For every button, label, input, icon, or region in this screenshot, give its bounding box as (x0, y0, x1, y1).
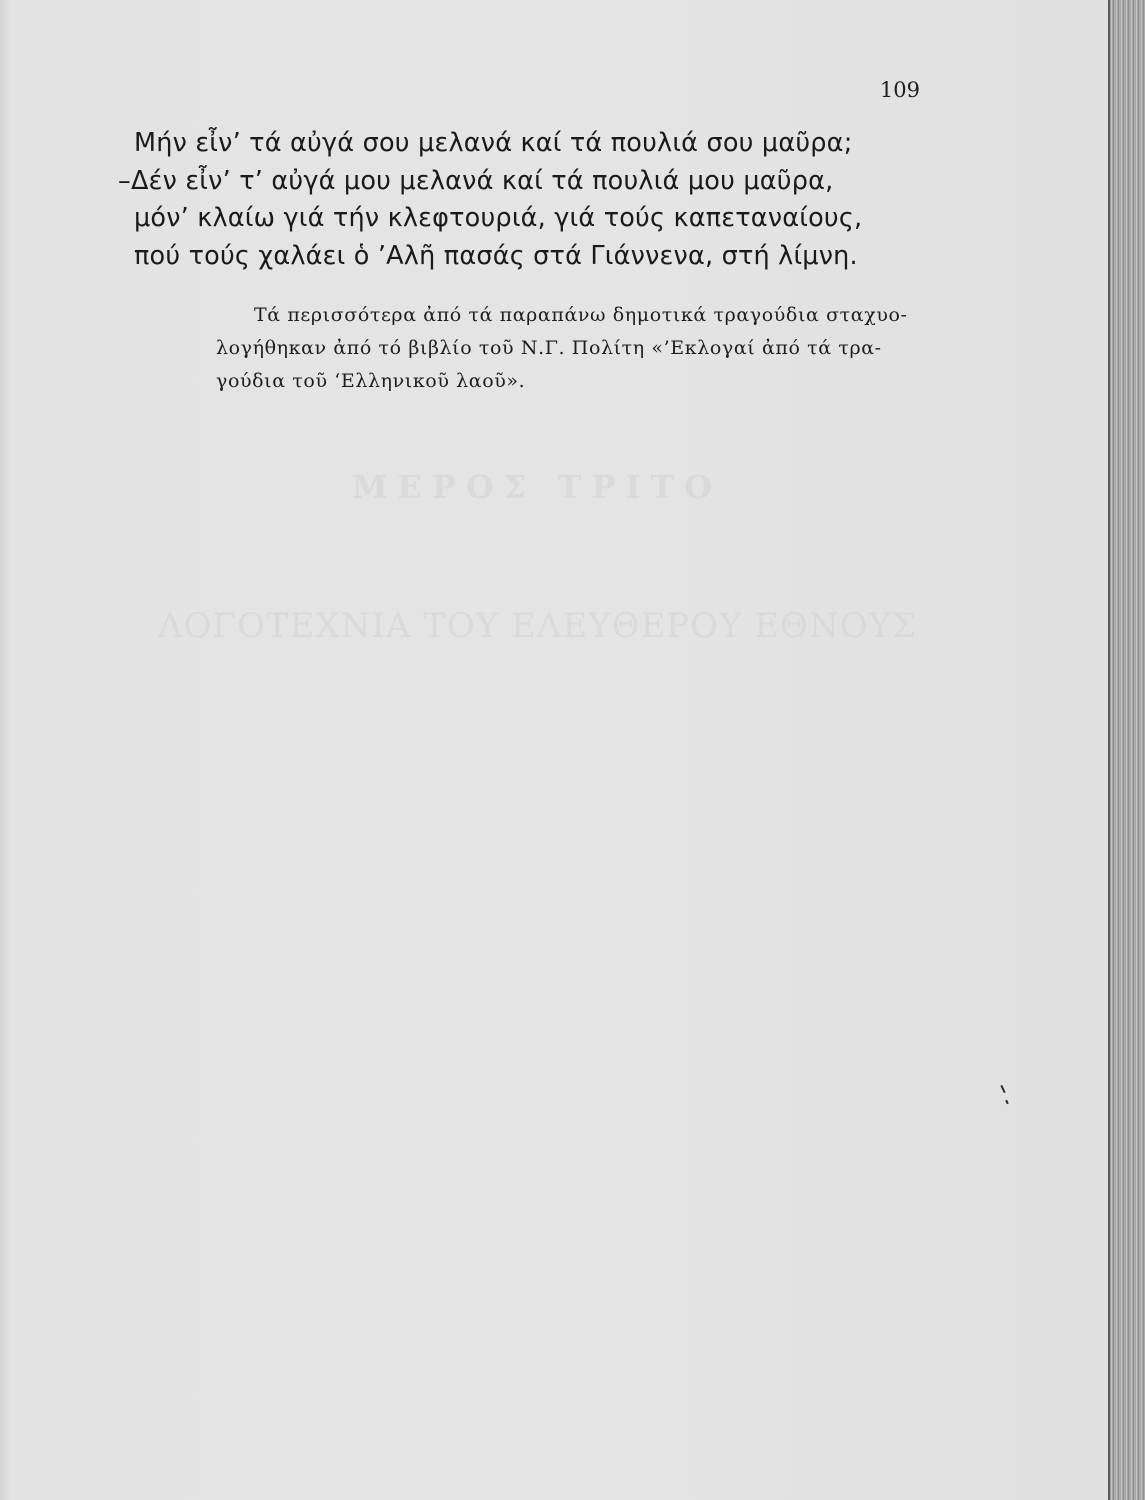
book-page-edges (1108, 0, 1145, 1500)
poem-line: Μήν εἶν’ τά αὐγά σου μελανά καί τά πουλιά σου μαῦρα; (134, 128, 853, 158)
note-line: γούδια τοῦ ‘Ελληνικοῦ λαοῦ». (216, 370, 526, 392)
poem-line: πού τούς χαλάει ὁ ’Αλῆ πασάς στά Γιάννενα, στή λίμνη. (134, 241, 858, 271)
note-line: Τά περισσότερα ἀπό τά παραπάνω δημοτικά τραγούδια σταχυο- (254, 304, 908, 326)
poem-line: –Δέν εἶν’ τ’ αὐγά μου μελανά καί τά πουλιά μου μαῦρα, (118, 166, 834, 196)
note-line: λογήθηκαν ἀπό τό βιβλίο τοῦ Ν.Γ. Πολίτη «’Εκλογαί ἀπό τά τρα- (216, 337, 882, 359)
poem-line: μόν’ κλαίω γιά τήν κλεφτουριά, γιά τούς καπεταναίους, (134, 203, 863, 233)
bleed-through-section-title: ΛΟΓΟΤΕΧΝΙΑ ΤΟΥ ΕΛΕΥΘΕΡΟΥ ΕΘΝΟΥΣ (158, 606, 918, 646)
paper-speck (1000, 1085, 1005, 1093)
paper-speck (1005, 1100, 1009, 1104)
page-number: 109 (879, 78, 920, 102)
bleed-through-part-title: ΜΕΡΟΣ ΤΡΙΤΟ (352, 468, 723, 506)
